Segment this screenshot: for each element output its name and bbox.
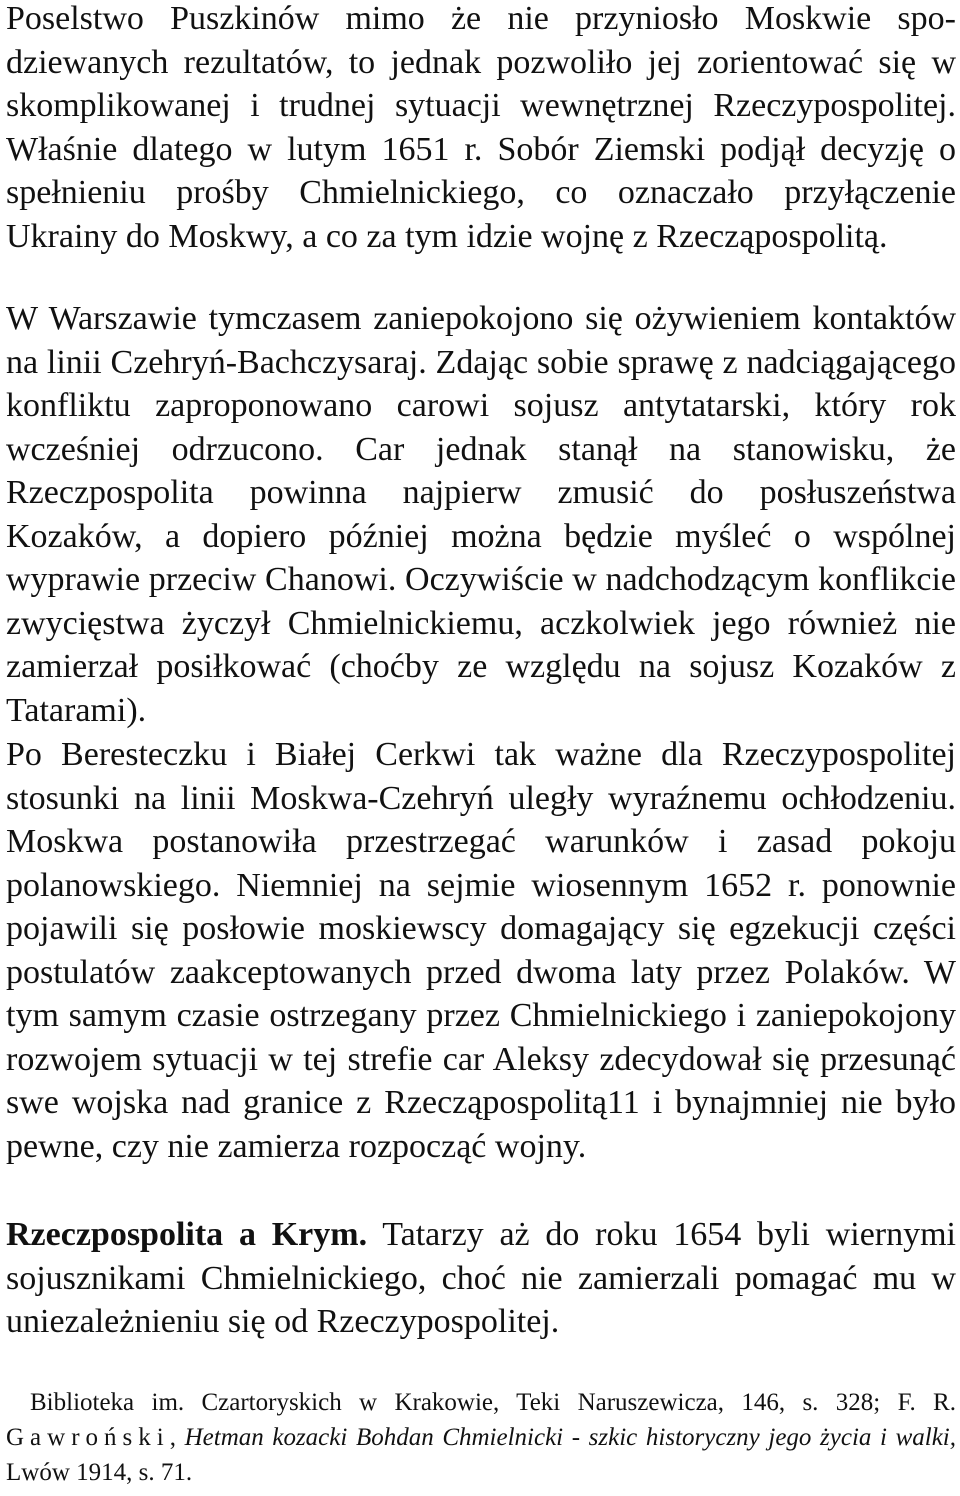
paragraph-beresteczko: Po Beresteczku i Białej Cerkwi tak ważne dla Rzeczypospolitej stosunki na linii Moskwa-Czehryń uległy wyraźnemu ochłodzeniu. Moskwa postanowiła przestrzegać warunków i zasad pokoju polanowskiego. Niemniej na sejmie wiosennym 1652 r. ponownie pojawili się posłowie moskiewscy domagający się egzekucji części postulatów zaakceptowanych przed dwoma laty przez Polaków. W tym samym czasie ostrzegany przez Chmielnickiego i zaniepokojony rozwojem sytuacji w tej strefie car Aleksy zdecydował się przesunąć swe wojska nad granice z Rzecząpospolitą11 i bynajmniej nie było pewne, czy nie zamierza rozpocząć wojny. xyxy=(6,736,956,1165)
footnote-source: Biblioteka im. Czartoryskich w Krakowie, Teki Naruszewicza, 146, s. 328; F. R. xyxy=(30,1389,956,1416)
section-heading-crimea: Rzeczpospolita a Krym. xyxy=(6,1216,368,1253)
footnote-separator: , xyxy=(169,1424,185,1451)
paragraph-warsaw-alliance: W Warszawie tymczasem zaniepokojono się ożywieniem kontaktów na linii Czehryń-Bachczysaraj. Zdając sobie sprawę z nadciągającego konfliktu zaproponowano carowi sojusz antytatarski, który rok wcześniej odrzucono. Car jednak stanął na stanowisku, że Rzeczpospolita powinna najpierw zmusić do posłuszeństwa Kozaków, a dopiero później można będzie myśleć o wspólnej wyprawie przeciw Chanowi. Oczywiście w nadchodzącym konflikcie zwycięstwa życzył Chmielnickiemu, aczkolwiek jego również nie zamierzał posiłkować (choćby ze względu na sojusz Kozaków z Tatarami). xyxy=(6,300,956,729)
paragraph-crimea xyxy=(6,1213,956,1344)
footnote-publication: Lwów 1914, s. 71. xyxy=(6,1459,193,1486)
footnote-book-title: Hetman kozacki Bohdan Chmielnicki - szkic historyczny jego życia i walki, xyxy=(184,1424,957,1451)
paragraph-moscow-embassy: Poselstwo Puszkinów mimo że nie przyniosło Moskwie spodziewanych rezultatów, to jednak pozwoliło jej zorientować się w skomplikowanej i trudnej sytuacji wewnętrznej Rzeczypospolitej. Właśnie dlatego w lutym 1651 r. Sobór Ziemski podjął decyzję o spełnieniu prośby Chmielnickiego, co oznaczało przyłączenie Ukrainy do Moskwy, a co za tym idzie wojnę z Rzecząpospolitą. xyxy=(6,0,956,255)
footnote-author: Gawroński xyxy=(6,1424,170,1451)
footnote xyxy=(6,1385,956,1490)
paragraph-crimea-text: Tatarzy aż do roku 1654 byli wiernymi sojusznikami Chmielnickiego, choć nie zamierzali pomagać mu w uniezależnieniu się od Rzeczypospolitej. xyxy=(6,1216,957,1340)
